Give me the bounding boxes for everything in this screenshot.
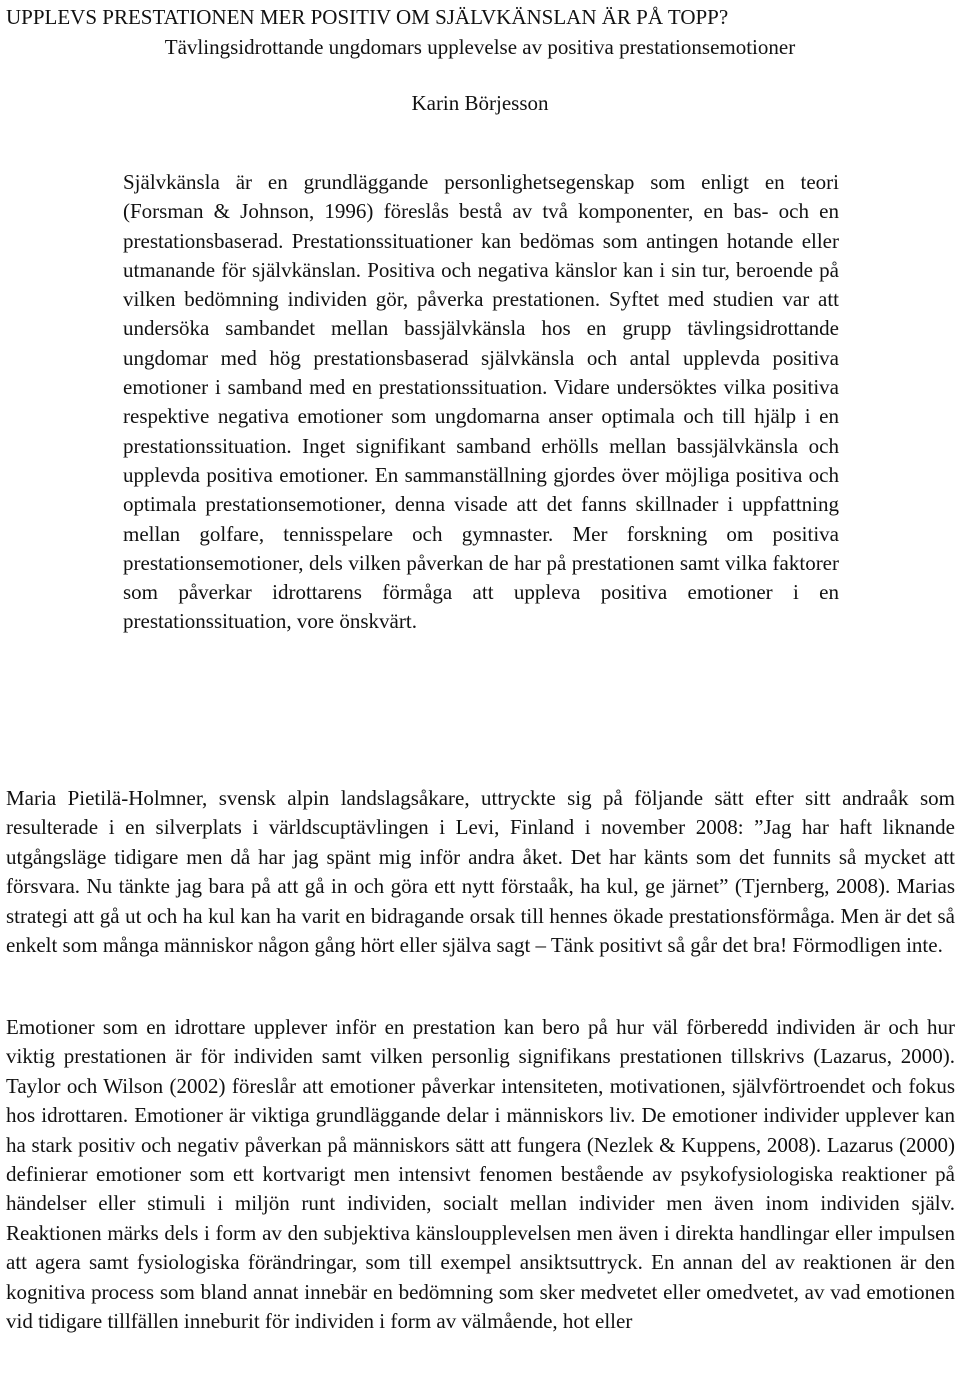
thesis-subtitle: Tävlingsidrottande ungdomars upplevelse av positiva prestationsemotioner bbox=[164, 35, 796, 59]
thesis-title: UPPLEVS PRESTATIONEN MER POSITIV OM SJÄLVKÄNSLAN ÄR PÅ TOPP? bbox=[6, 5, 729, 29]
author-name: Karin Börjesson bbox=[411, 91, 549, 115]
body-paragraph-2: Emotioner som en idrottare upplever inför en prestation kan bero på hur väl förberedd individen är och hur viktig prestationen är för individen samt vilken personlig signifikans prestationen tillskrivs (Lazarus, 2000). Taylor och Wilson (2002) föreslår att emotioner påverkar intensiteten, motivationen, självförtroendet och fokus hos idrottaren. Emotioner är viktiga grundläggande delar i människors liv. De emotioner individer upplever kan ha stark positiv och negativ påverkan på människors sätt att fungera (Nezlek & Kuppens, 2008). Lazarus (2000) definierar emotioner som ett kortvarigt men intensivt fenomen bestående av psykofysiologiska reaktioner på händelser eller stimuli i miljön runt individen, socialt mellan individer men även inom individen själv. Reaktionen märks dels i form av den subjektiva känsloupplevelsen men även i direkta handlingar eller impulsen att agera samt fysiologiska förändringar, som till exempel ansiktsuttryck. En annan del av reaktionen är den kognitiva process som bland annat innebär en bedömning som sker medvetet eller omedvetet, av vad emotionen vid tidigare tillfällen inneburit för individen i form av välmående, hot eller bbox=[6, 1015, 955, 1334]
abstract-paragraph: Självkänsla är en grundläggande personlighetsegenskap som enligt en teori (Forsman & Johnson, 1996) föreslås bestå av två komponenter, en bas- och en prestationsbaserad. Prestationssituationer kan bedömas som antingen hotande eller utmanande för självkänslan. Positiva och negativa känslor kan i sin tur, beroende på vilken bedömning individen gör, påverka prestationen. Syftet med studien var att undersöka sambandet mellan bassjälvkänsla hos en grupp tävlingsidrottande ungdomar med hög prestationsbaserad självkänsla och antal upplevda positiva emotioner i samband med en prestationssituation. Vidare undersöktes vilka positiva respektive negativa emotioner som ungdomarna anser optimala och till hjälp i en prestationssituation. Inget signifikant samband erhölls mellan bassjälvkänsla och upplevda positiva emotioner. En sammanställning gjordes över möjliga positiva och optimala prestationsemotioner, denna visade att det fanns skillnader i uppfattning mellan golfare, tennisspelare och gymnaster. Mer forskning om positiva prestationsemotioner, dels vilken påverkan de har på prestationen samt vilka faktorer som påverkar idrottarens förmåga att uppleva positiva emotioner i en prestationssituation, vore önskvärt. bbox=[123, 170, 839, 634]
body-paragraph-1: Maria Pietilä-Holmner, svensk alpin landslagsåkare, uttryckte sig på följande sätt efter sitt andraåk som resulterade i en silverplats i världscuptävlingen i Levi, Finland i november 2008: ”Jag har haft liknande utgångsläge tidigare men då har jag spänt mig inför andra åket. Det har känts som det funnits så mycket att försvara. Nu tänkte jag bara på att gå in och göra ett nytt förstaåk, ha kul, ge järnet” (Tjernberg, 2008). Marias strategi att gå ut och ha kul kan ha varit en bidragande orsak till hennes ökade prestationsförmåga. Men är det så enkelt som många människor någon gång hört eller själva sagt – Tänk positivt så går det bra! Förmodligen inte. bbox=[6, 786, 955, 958]
